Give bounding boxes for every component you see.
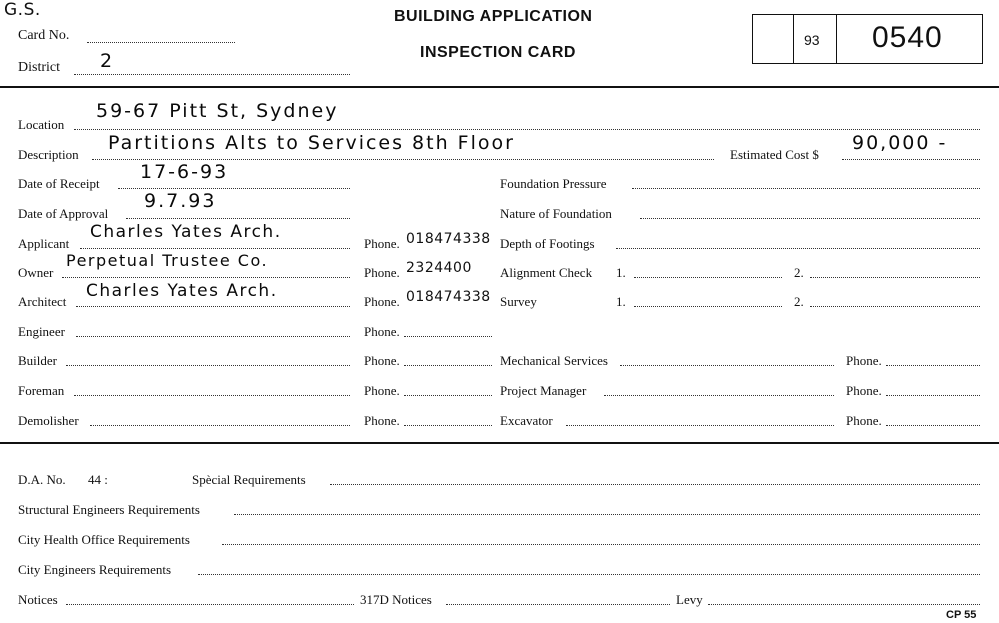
demolisher-field[interactable] (90, 425, 350, 426)
demolisher-label: Demolisher (18, 413, 79, 428)
district-field[interactable] (74, 74, 350, 75)
demolisher-phone-field[interactable] (404, 425, 492, 426)
architect-phone-label: Phone. (364, 294, 400, 309)
title-line2: INSPECTION CARD (420, 44, 576, 61)
date-receipt-label: Date of Receipt (18, 176, 100, 191)
health-requirements-field[interactable] (222, 544, 980, 545)
foreman-field[interactable] (74, 395, 350, 396)
description-label: Description (18, 147, 79, 162)
top-rule (0, 86, 999, 88)
builder-phone-label: Phone. (364, 353, 400, 368)
owner-field[interactable] (62, 277, 350, 278)
alignment-field-2[interactable] (810, 277, 980, 278)
builder-label: Builder (18, 353, 57, 368)
mechanical-services-label: Mechanical Services (500, 353, 608, 368)
architect-field[interactable] (76, 306, 350, 307)
project-manager-phone-label: Phone. (846, 383, 882, 398)
nature-foundation-label: Nature of Foundation (500, 206, 612, 221)
foreman-label: Foreman (18, 383, 65, 398)
district-label: District (18, 60, 60, 75)
estimated-cost-value: 90,000 - (852, 132, 948, 154)
owner-value: Perpetual Trustee Co. (66, 251, 269, 270)
mechanical-services-field[interactable] (620, 365, 834, 366)
survey-item1: 1. (616, 294, 626, 309)
architect-phone-value: 018474338 (406, 289, 491, 305)
estimated-cost-field[interactable] (842, 159, 980, 160)
notices-label: Notices (18, 592, 58, 607)
foreman-phone-label: Phone. (364, 383, 400, 398)
city-engineers-label: City Engineers Requirements (18, 562, 172, 577)
notices-field[interactable] (66, 604, 354, 605)
owner-phone-value: 2324400 (406, 260, 472, 276)
location-label: Location (18, 117, 65, 132)
engineer-label: Engineer (18, 324, 65, 339)
architect-label: Architect (18, 294, 67, 309)
middle-rule (0, 442, 999, 444)
excavator-phone-label: Phone. (846, 413, 882, 428)
card-no-field[interactable] (87, 42, 235, 43)
foundation-pressure-label: Foundation Pressure (500, 176, 607, 191)
date-approval-label: Date of Approval (18, 206, 109, 221)
description-field[interactable] (92, 159, 714, 160)
applicant-phone-label: Phone. (364, 236, 400, 251)
owner-phone-label: Phone. (364, 265, 400, 280)
description-value: Partitions Alts to Services 8th Floor (108, 132, 515, 154)
da-no-value: 44 : (88, 472, 108, 487)
card-no-label: Card No. (18, 28, 70, 43)
levy-field[interactable] (708, 604, 980, 605)
date-approval-value: 9.7.93 (144, 190, 217, 212)
date-approval-field[interactable] (126, 218, 350, 219)
engineer-field[interactable] (76, 336, 350, 337)
project-manager-label: Project Manager (500, 383, 587, 398)
special-requirements-label: Spècial Requirements (192, 472, 306, 487)
demolisher-phone-label: Phone. (364, 413, 400, 428)
alignment-check-label: Alignment Check (500, 265, 593, 280)
excavator-field[interactable] (566, 425, 834, 426)
excavator-label: Excavator (500, 413, 553, 428)
applicant-label: Applicant (18, 236, 70, 251)
depth-footings-field[interactable] (616, 248, 980, 249)
317d-notices-label: 317D Notices (360, 592, 432, 607)
applicant-phone-value: 018474338 (406, 231, 491, 247)
date-receipt-field[interactable] (118, 188, 350, 189)
owner-label: Owner (18, 265, 54, 280)
survey-item2: 2. (794, 294, 804, 309)
project-manager-field[interactable] (604, 395, 834, 396)
card-number: 0540 (872, 21, 943, 54)
structural-requirements-label: Structural Engineers Requirements (18, 502, 200, 517)
mechanical-phone-label: Phone. (846, 353, 882, 368)
engineer-phone-label: Phone. (364, 324, 400, 339)
form-code: CP 55 (946, 609, 977, 621)
foundation-pressure-field[interactable] (632, 188, 980, 189)
builder-field[interactable] (66, 365, 350, 366)
levy-label: Levy (676, 592, 703, 607)
health-requirements-label: City Health Office Requirements (18, 532, 190, 547)
survey-label: Survey (500, 294, 537, 309)
architect-value: Charles Yates Arch. (86, 281, 278, 301)
applicant-value: Charles Yates Arch. (90, 222, 282, 242)
foreman-phone-field[interactable] (404, 395, 492, 396)
depth-footings-label: Depth of Footings (500, 236, 595, 251)
317d-notices-field[interactable] (446, 604, 670, 605)
survey-field-1[interactable] (634, 306, 782, 307)
project-manager-phone-field[interactable] (886, 395, 980, 396)
builder-phone-field[interactable] (404, 365, 492, 366)
year-value: 93 (804, 32, 820, 48)
applicant-field[interactable] (80, 248, 350, 249)
estimated-cost-label: Estimated Cost $ (730, 147, 819, 162)
da-no-label: D.A. No. (18, 472, 66, 487)
mechanical-phone-field[interactable] (886, 365, 980, 366)
location-field[interactable] (74, 129, 980, 130)
alignment-field-1[interactable] (634, 277, 782, 278)
engineer-phone-field[interactable] (404, 336, 492, 337)
nature-foundation-field[interactable] (640, 218, 980, 219)
survey-field-2[interactable] (810, 306, 980, 307)
special-requirements-field[interactable] (330, 484, 980, 485)
alignment-item1: 1. (616, 265, 626, 280)
location-value: 59-67 Pitt St, Sydney (96, 100, 339, 122)
date-receipt-value: 17-6-93 (140, 161, 229, 183)
alignment-item2: 2. (794, 265, 804, 280)
gs-mark: G.S. (4, 0, 41, 20)
city-engineers-field[interactable] (198, 574, 980, 575)
excavator-phone-field[interactable] (886, 425, 980, 426)
card-number-box (752, 14, 983, 64)
district-value: 2 (100, 50, 115, 72)
title-line1: BUILDING APPLICATION (394, 8, 593, 25)
structural-requirements-field[interactable] (234, 514, 980, 515)
